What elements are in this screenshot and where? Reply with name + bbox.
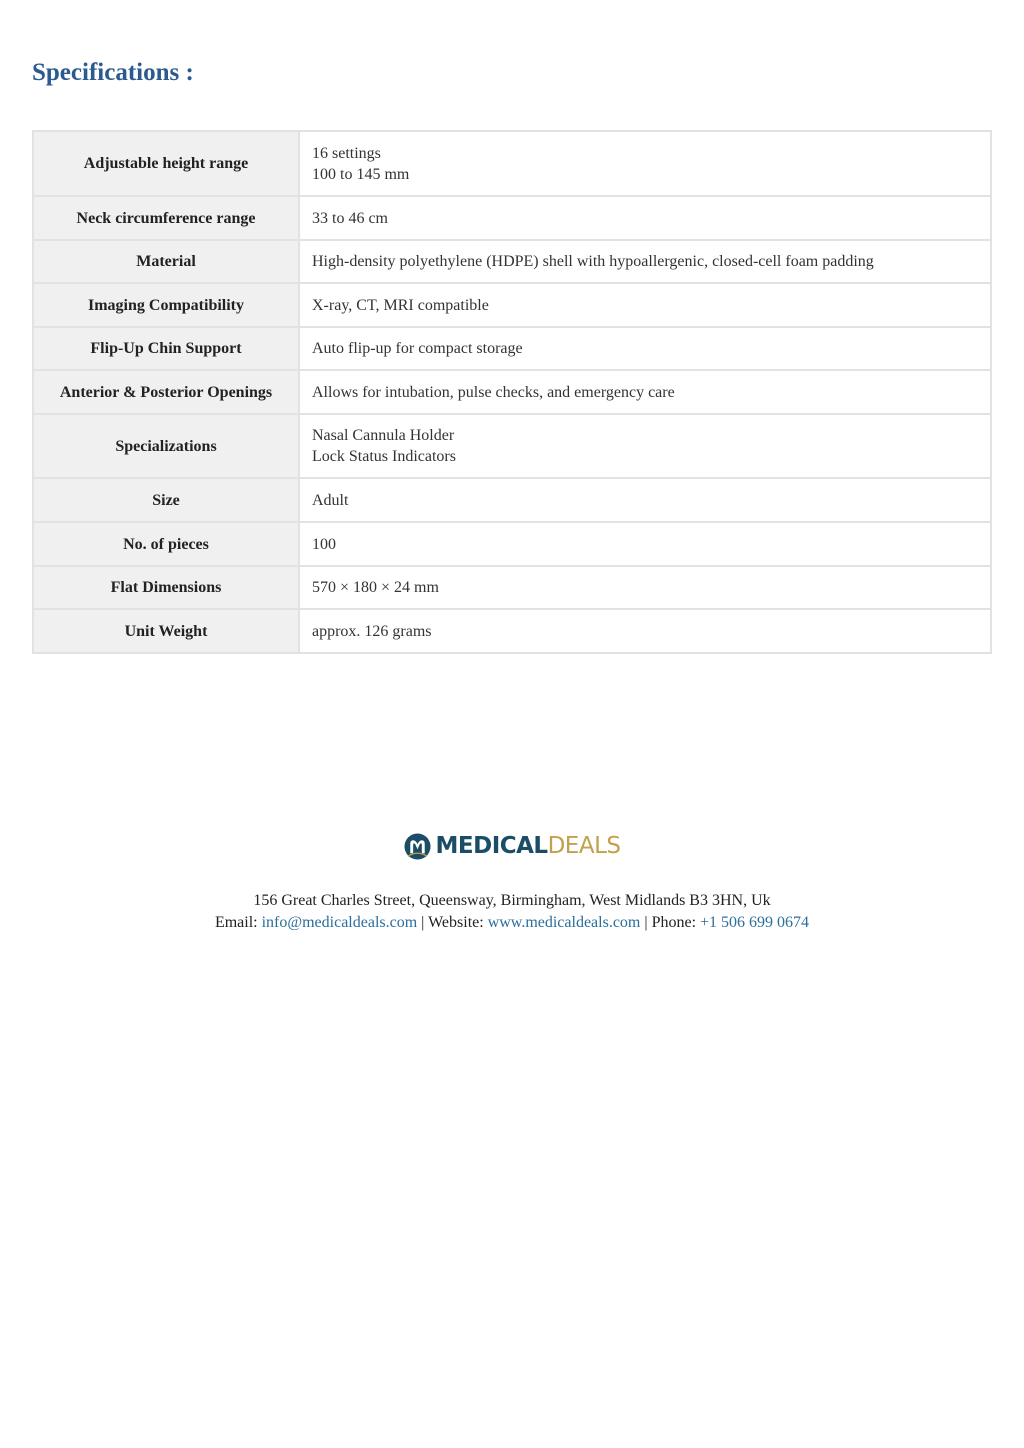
phone-label: Phone: <box>651 913 697 931</box>
table-row <box>33 566 991 609</box>
spec-label: Adjustable height range <box>33 131 299 196</box>
medical-deals-logo <box>404 828 621 864</box>
spec-value-line: High-density polyethylene (HDPE) shell with hypoallergenic, closed-cell foam padding <box>312 253 874 270</box>
contact-line <box>0 912 1024 934</box>
table-row <box>33 196 991 240</box>
email-label: Email: <box>214 913 258 931</box>
spec-value <box>299 283 991 327</box>
website-label: Website: <box>428 913 484 931</box>
spec-label: No. of pieces <box>33 522 299 566</box>
spec-label: Specializations <box>33 414 299 478</box>
spec-value <box>299 478 991 522</box>
spec-label: Flat Dimensions <box>33 566 299 609</box>
spec-label: Imaging Compatibility <box>33 283 299 327</box>
page-footer <box>0 828 1024 934</box>
spec-value <box>299 522 991 566</box>
medical-deals-m-icon <box>404 833 431 860</box>
spec-label: Size <box>33 478 299 522</box>
spec-value-line: Nasal Cannula Holder <box>312 427 455 444</box>
table-row <box>33 609 991 653</box>
spec-label: Unit Weight <box>33 609 299 653</box>
spec-value <box>299 327 991 370</box>
specifications-table <box>32 130 992 654</box>
separator: | <box>644 913 648 931</box>
spec-value-line: Lock Status Indicators <box>312 448 456 465</box>
spec-value-line: approx. 126 grams <box>312 622 432 640</box>
logo-word-medical: MEDICAL <box>435 833 548 859</box>
spec-value-line: 100 to 145 mm <box>312 165 410 183</box>
spec-label: Neck circumference range <box>33 196 299 240</box>
table-row <box>33 283 991 327</box>
table-row <box>33 414 991 478</box>
table-row <box>33 370 991 414</box>
logo-word-deals: DEALS <box>547 833 621 859</box>
spec-label: Material <box>33 240 299 283</box>
spec-value-line: 100 <box>312 535 336 553</box>
spec-value <box>299 566 991 609</box>
spec-label: Flip-Up Chin Support <box>33 327 299 370</box>
table-row <box>33 240 991 283</box>
spec-value-line: Adult <box>312 491 349 509</box>
table-row <box>33 522 991 566</box>
spec-label: Anterior & Posterior Openings <box>33 370 299 414</box>
spec-value <box>299 414 991 478</box>
website-link[interactable]: www.medicaldeals.com <box>487 913 641 931</box>
company-address: 156 Great Charles Street, Queensway, Birmingham, West Midlands B3 3HN, Uk <box>253 891 771 909</box>
separator: | <box>421 913 425 931</box>
spec-value-line: 570 × 180 × 24 mm <box>312 579 439 596</box>
email-link[interactable]: info@medicaldeals.com <box>261 913 418 931</box>
spec-value <box>299 370 991 414</box>
spec-value <box>299 131 991 196</box>
spec-value <box>299 609 991 653</box>
spec-value-line: Auto flip-up for compact storage <box>312 340 523 357</box>
table-row <box>33 131 991 196</box>
spec-value-line: X-ray, CT, MRI compatible <box>312 296 489 314</box>
phone-link[interactable]: +1 506 699 0674 <box>700 913 810 931</box>
spec-value-line: Allows for intubation, pulse checks, and emergency care <box>312 383 675 401</box>
table-row <box>33 327 991 370</box>
table-row <box>33 478 991 522</box>
spec-value-line: 33 to 46 cm <box>312 209 388 227</box>
spec-value <box>299 196 991 240</box>
page-heading: Specifications : <box>32 59 194 86</box>
spec-value <box>299 240 991 283</box>
spec-value-line: 16 settings <box>312 144 381 162</box>
logo-wordmark <box>436 828 621 864</box>
